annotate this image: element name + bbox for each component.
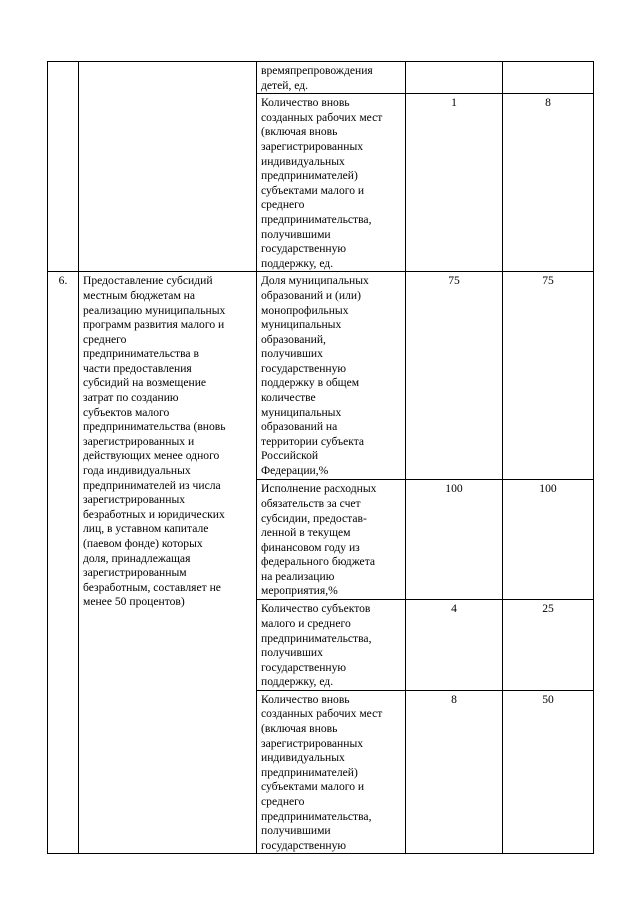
value-cell-1: 8 bbox=[406, 690, 503, 854]
row-number-cell bbox=[48, 62, 79, 272]
measure-cell: Предоставление субсидий местным бюджетам на реализацию муниципальных программ развития малого и среднего предпринимательства в части предоставления субсидий на возмещение затрат по созданию субъектов малого предпринимательства (вновь зарегистрированных и действующих менее одного года индивидуальных предпринимателей из числа зарегистрированных безработных и юридических лиц, в уставном капитале (паевом фонде) которых доля, принадлежащая зарегистрированным безработным, составляет не менее 50 процентов) bbox=[79, 272, 257, 854]
row-number-cell: 6. bbox=[48, 272, 79, 854]
value-cell-2: 25 bbox=[503, 600, 594, 691]
value-cell-1 bbox=[406, 62, 503, 94]
value-cell-2 bbox=[503, 62, 594, 94]
indicator-cell: Количество субъектов малого и среднего предпринимательства, получивших государственную поддержку, ед. bbox=[257, 600, 406, 691]
value-cell-2: 50 bbox=[503, 690, 594, 854]
indicator-cell: Доля муниципальных образований и (или) монопрофильных муниципальных образований, получивших государственную поддержку в общем количестве муниципальных образований на территории субъекта Российской Федерации,% bbox=[257, 272, 406, 480]
value-cell-1: 4 bbox=[406, 600, 503, 691]
value-cell-1: 75 bbox=[406, 272, 503, 480]
measure-cell bbox=[79, 62, 257, 272]
value-cell-2: 100 bbox=[503, 480, 594, 600]
table-row bbox=[48, 62, 594, 94]
indicator-cell: Количество вновь созданных рабочих мест (включая вновь зарегистрированных индивидуальных предпринимателей) субъектами малого и среднего предпринимательства, получившими государственную bbox=[257, 690, 406, 854]
indicator-cell: времяпрепровождения детей, ед. bbox=[257, 62, 406, 94]
value-cell-1: 1 bbox=[406, 94, 503, 272]
value-cell-2: 75 bbox=[503, 272, 594, 480]
value-cell-1: 100 bbox=[406, 480, 503, 600]
value-cell-2: 8 bbox=[503, 94, 594, 272]
indicator-cell: Исполнение расходных обязательств за счет субсидии, предостав- ленной в текущем финансовом году из федерального бюджета на реализацию мероприятия,% bbox=[257, 480, 406, 600]
indicators-table bbox=[47, 61, 594, 854]
indicator-cell: Количество вновь созданных рабочих мест (включая вновь зарегистрированных индивидуальных предпринимателей) субъектами малого и среднего предпринимательства, получившими государственную поддержку, ед. bbox=[257, 94, 406, 272]
table-row bbox=[48, 272, 594, 480]
